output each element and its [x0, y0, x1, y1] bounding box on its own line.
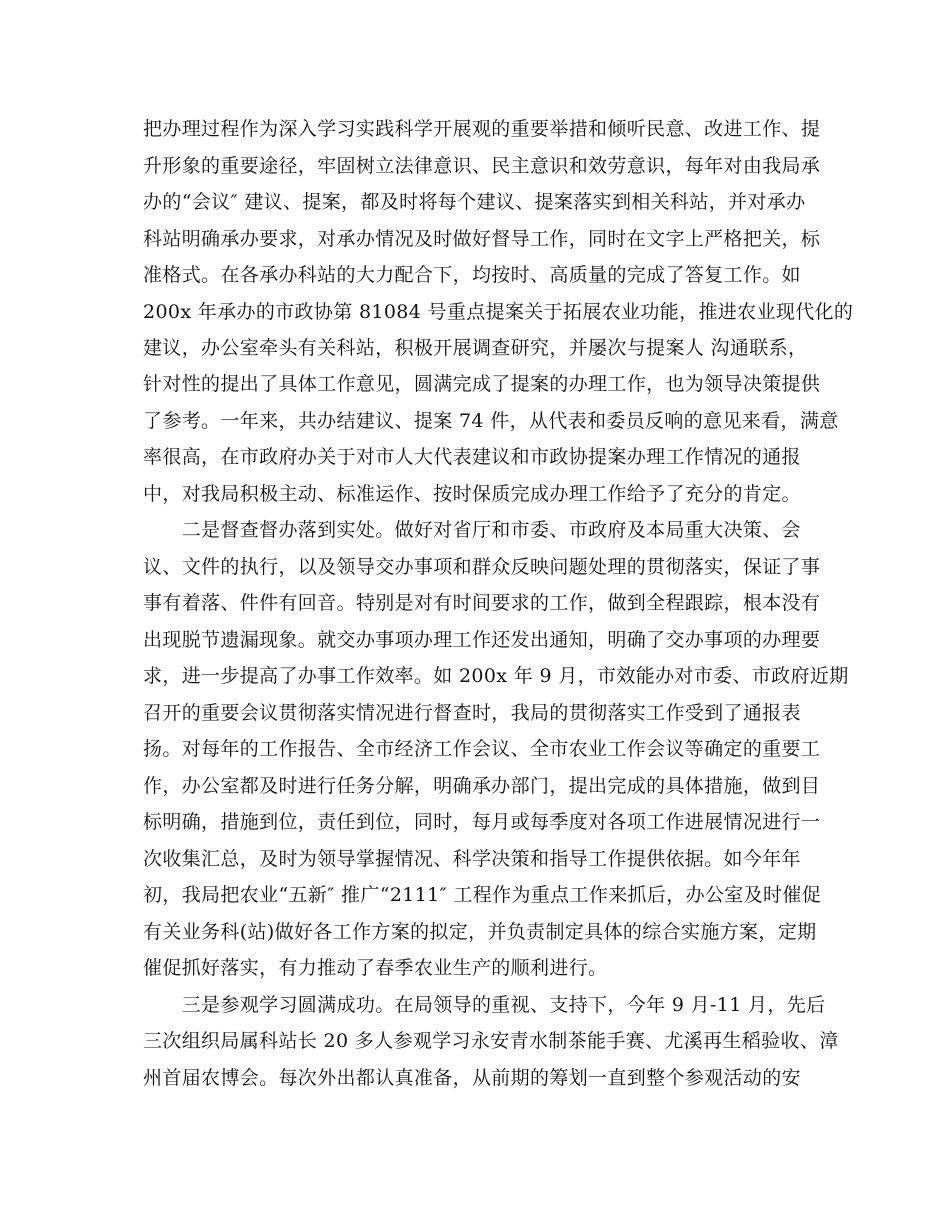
text-line: 率很高，在市政府办关于对市人大代表建议和市政协提案办理工作情况的通报 — [143, 446, 801, 468]
text-line: 扬。对每年的工作报告、全市经济工作会议、全市农业工作会议等确定的重要工 — [143, 738, 821, 760]
text-line: 求，进一步提高了办事工作效率。如 200x 年 9 月，市效能办对市委、市政府近期 — [143, 665, 849, 687]
text-line: 标明确，措施到位，责任到位，同时，每月或每季度对各项工作进展情况进行一 — [143, 811, 821, 833]
text-line: 把办理过程作为深入学习实践科学开展观的重要举措和倾听民意、改进工作、提 — [143, 118, 821, 140]
text-line: 办的“会议″ 建议、提案，都及时将每个建议、提案落实到相关科站，并对承办 — [143, 191, 806, 213]
text-line: 三是参观学习圆满成功。在局领导的重视、支持下，今年 9 月-11 月，先后 — [143, 994, 826, 1016]
text-line: 针对性的提出了具体工作意见，圆满完成了提案的办理工作，也为领导决策提供 — [143, 373, 821, 395]
text-line: 三次组织局属科站长 20 多人参观学习永安青水制茶能手赛、尤溪再生稻验收、漳 — [143, 1030, 839, 1052]
text-line: 州首届农博会。每次外出都认真准备，从前期的筹划一直到整个参观活动的安 — [143, 1067, 801, 1089]
text-line: 出现脱节遗漏现象。就交办事项办理工作还发出通知，明确了交办事项的办理要 — [143, 629, 821, 651]
text-line: 科站明确承办要求，对承办情况及时做好督导工作，同时在文字上严格把关，标 — [143, 228, 821, 250]
text-line: 准格式。在各承办科站的大力配合下，均按时、高质量的完成了答复工作。如 — [143, 264, 801, 286]
text-line: 建议，办公室牵头有关科站，积极开展调查研究，并屡次与提案人 沟通联系， — [143, 337, 808, 359]
text-line: 有关业务科(站)做好各工作方案的拟定，并负责制定具体的综合实施方案，定期 — [143, 921, 817, 943]
text-line: 事有着落、件件有回音。特别是对有时间要求的工作，做到全程跟踪，根本没有 — [143, 592, 821, 614]
text-line: 升形象的重要途径，牢固树立法律意识、民主意识和效劳意识，每年对由我局承 — [143, 155, 821, 177]
text-line: 中，对我局积极主动、标准运作、按时保质完成办理工作给予了充分的肯定。 — [143, 483, 801, 505]
text-line: 催促抓好落实，有力推动了春季农业生产的顺利进行。 — [143, 957, 608, 979]
text-line: 议、文件的执行，以及领导交办事项和群众反映问题处理的贯彻落实，保证了事 — [143, 556, 821, 578]
text-line: 200x 年承办的市政协第 81084 号重点提案关于拓展农业功能，推进农业现代化的 — [143, 301, 854, 323]
text-line: 了参考。一年来，共办结建议、提案 74 件，从代表和委员反响的意见来看，满意 — [143, 410, 839, 432]
text-line: 次收集汇总，及时为领导掌握情况、科学决策和指导工作提供依据。如今年年 — [143, 848, 801, 870]
text-line: 初，我局把农业“五新″ 推广“2111″ 工程作为重点工作来抓后，办公室及时催促 — [143, 884, 822, 906]
text-line: 召开的重要会议贯彻落实情况进行督查时，我局的贯彻落实工作受到了通报表 — [143, 702, 801, 724]
text-line: 二是督查督办落到实处。做好对省厅和市委、市政府及本局重大决策、会 — [143, 519, 801, 541]
text-line: 作，办公室都及时进行任务分解，明确承办部门，提出完成的具体措施，做到目 — [143, 775, 821, 797]
